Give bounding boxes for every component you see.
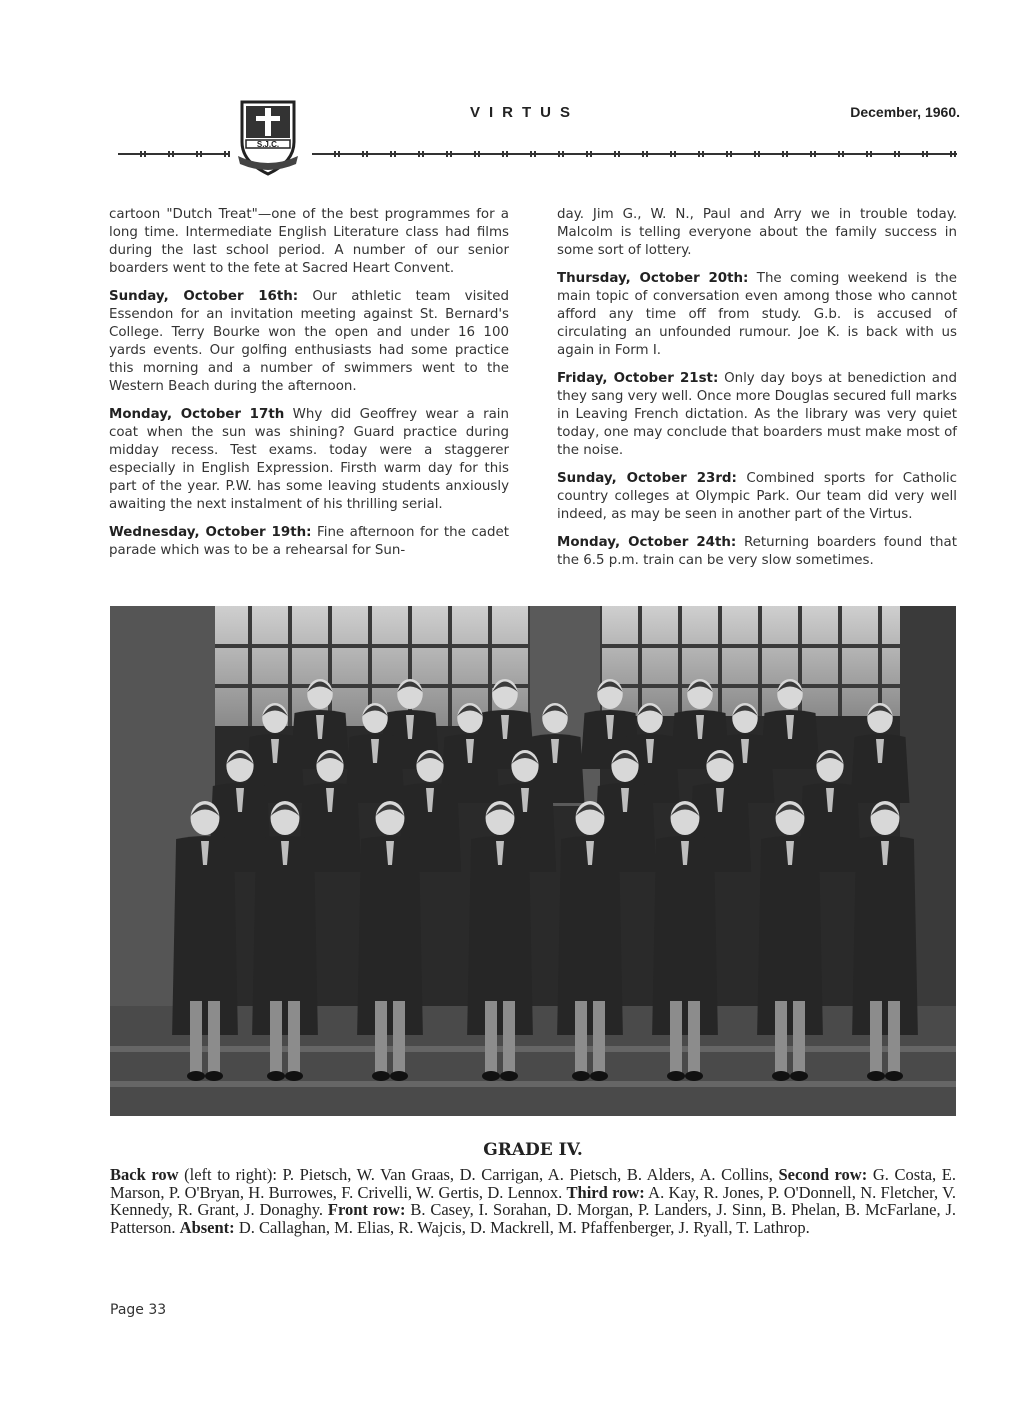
student-figure	[467, 836, 533, 1035]
caption-row-label: Second row:	[778, 1165, 868, 1184]
entry-text: cartoon "Dutch Treat"—one of the best programmes for a long time. Intermediate English Literature class had films during the last school period. A number of our senior boarders went to the fete at Sacred Heart Convent.	[109, 207, 509, 276]
caption-row-names: D. Callaghan, M. Elias, R. Wajcis, D. Mackrell, M. Pfaffenberger, J. Ryall, T. Lathrop.	[234, 1217, 810, 1237]
header-rule-left	[118, 153, 230, 155]
student-figure	[852, 836, 918, 1035]
left-column	[109, 206, 509, 570]
entry-date: Wednesday, October 19th:	[109, 525, 312, 540]
entry-text: Our athletic team visited Essendon for an invitation meeting against St. Bernard's College. Terry Bourke won the open and under 16 100 yards events. Our golfing enthusiasts had some practice this morning and a number of swimmers went to the Western Beach during the afternoon.	[109, 289, 510, 394]
student-figure	[172, 836, 238, 1035]
entry-date: Monday, October 17th	[109, 407, 285, 422]
student-figure	[357, 836, 423, 1035]
entry-text: day. Jim G., W. N., Paul and Arry we in trouble today. Malcolm is telling everyone about the family success in some sort of lottery.	[557, 207, 957, 258]
caption-row-label: Absent:	[179, 1217, 235, 1237]
entry-date: Thursday, October 20th:	[557, 271, 749, 286]
photo-caption-title: GRADE IV.	[483, 1140, 583, 1160]
school-crest-icon	[236, 96, 300, 178]
class-photograph	[110, 606, 956, 1116]
caption-row-names: B. Casey, I. Sorahan, D. Morgan, P. Landers, J. Sinn, B. Phelan, B. McFarlane, J. Patterson.	[110, 1200, 956, 1237]
photo-caption	[110, 1166, 956, 1236]
entry-text: Returning boarders found that the 6.5 p.m. train can be very slow sometimes.	[557, 535, 957, 568]
diary-entry	[109, 406, 509, 514]
entry-date: Friday, October 21st:	[557, 371, 719, 386]
diary-entry	[109, 524, 509, 560]
class-photo-image	[110, 606, 956, 1116]
header-rule-right	[312, 153, 957, 155]
diary-entry	[557, 206, 957, 260]
page-number: Page 33	[110, 1302, 167, 1318]
diary-entry	[557, 534, 957, 570]
diary-entry	[557, 270, 957, 360]
entry-date: Sunday, October 23rd:	[557, 471, 737, 486]
right-column	[557, 206, 957, 580]
caption-row-label: Back row	[110, 1165, 179, 1184]
diary-entry	[109, 288, 509, 396]
caption-row-names: G. Costa, E. Marson, P. O'Bryan, H. Burrowes, F. Crivelli, W. Gertis, D. Lennox.	[110, 1165, 956, 1202]
caption-row-label: Third row:	[566, 1182, 645, 1202]
student-figure	[252, 836, 318, 1035]
entry-text: Combined sports for Catholic country colleges at Olympic Park. Our team did very well indeed, as may be seen in another part of the Virtus.	[557, 471, 957, 522]
caption-row-label: Front row:	[327, 1200, 406, 1219]
student-figure	[652, 836, 718, 1035]
crest-label: S.J.C.	[256, 140, 280, 149]
journal-title: VIRTUS	[470, 104, 580, 121]
entry-text: Only day boys at benediction and they sang very well. Once more Douglas secured full marks in Leaving French dictation. As the library was very quiet today, one may conclude that boarders must make most of the noise.	[557, 371, 957, 458]
diary-entry	[557, 470, 957, 524]
entry-text: The coming weekend is the main topic of conversation even among those who cannot afford any time off from study. G.b. is accused of circulating an unfounded rumour. Joe K. is back with us again in Form I.	[557, 271, 957, 358]
student-figure	[757, 836, 823, 1035]
entry-date: Sunday, October 16th:	[109, 289, 299, 304]
caption-row-names: (left to right): P. Pietsch, W. Van Graas, D. Carrigan, A. Pietsch, B. Alders, A. Collins,	[178, 1165, 779, 1184]
student-figure	[557, 836, 623, 1035]
entry-text: Why did Geoffrey wear a rain coat when the sun was shining? Guard practice during midday recess. Test exams. today were a staggerer especially in English Expression. Firsth warm day for this part of the year. P.W. has some leaving students anxiously awaiting the next instalment of his thrilling serial.	[109, 407, 509, 512]
entry-date: Monday, October 24th:	[557, 535, 737, 550]
caption-row-names: A. Kay, R. Jones, P. O'Donnell, N. Fletcher, V. Kennedy, R. Grant, J. Donaghy.	[110, 1182, 956, 1219]
diary-entry	[109, 206, 509, 278]
issue-date: December, 1960.	[850, 104, 960, 120]
diary-entry	[557, 370, 957, 460]
entry-text: Fine afternoon for the cadet parade which was to be a rehearsal for Sun-	[109, 525, 509, 558]
